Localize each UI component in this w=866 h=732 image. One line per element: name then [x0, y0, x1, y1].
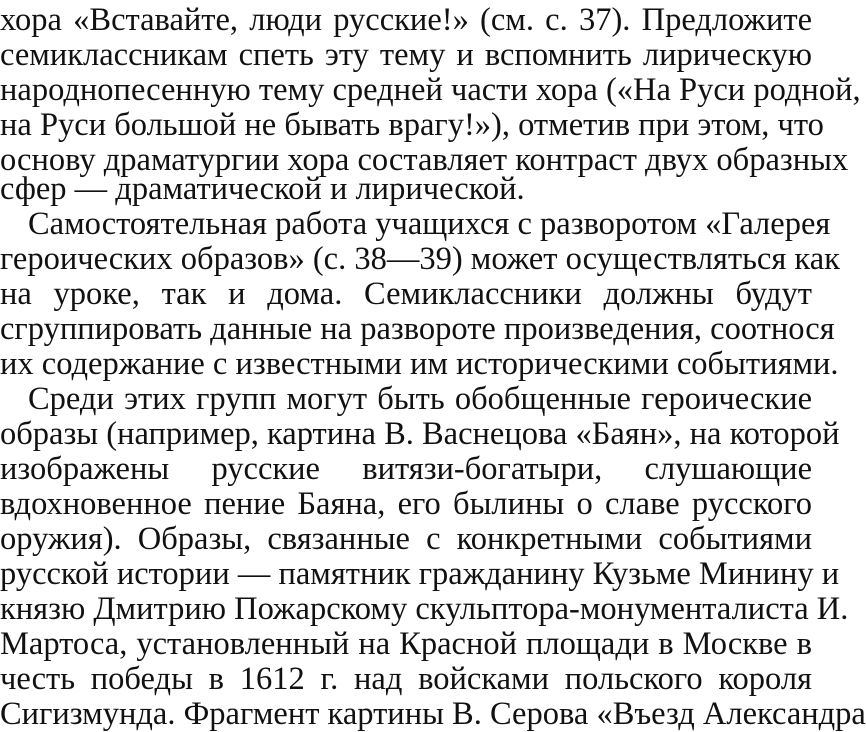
text-line: на Руси большой не бывать врагу!»), отметив при этом, что — [0, 107, 824, 143]
text-line: Самостоятельная работа учащихся с разворотом «Галерея — [28, 206, 831, 242]
text-line: образы (например, картина В. Васнецова «Баян», на которой — [0, 416, 840, 452]
text-line: русской истории — памятник гражданину Кузьме Минину и — [0, 556, 840, 592]
text-line: семиклассникам спеть эту тему и вспомнить лирическую — [0, 37, 812, 73]
text-line: вдохновенное пение Баяна, его былины о славе русского — [0, 486, 812, 522]
text-line: оружия). Образы, связанные с конкретными событиями — [0, 521, 812, 557]
text-line: Мартоса, установленный на Красной площади в Москве в — [0, 626, 812, 662]
text-line: героических образов» (с. 38—39) может осуществляться как — [0, 241, 840, 277]
text-line: князю Дмитрию Пожарскому скульптора-монументалиста И. — [0, 591, 849, 627]
text-line: их содержание с известными им историческими событиями. — [0, 346, 839, 382]
text-line: на уроке, так и дома. Семиклассники должны будут — [0, 276, 812, 312]
text-line: честь победы в 1612 г. над войсками польского короля — [0, 661, 812, 697]
text-line: народнопесенную тему средней части хора («На Руси родной, — [0, 72, 861, 108]
text-line: Среди этих групп могут быть обобщенные героические — [28, 381, 812, 417]
text-line: сфер — драматической и лирической. — [0, 171, 525, 207]
text-line: сгруппировать данные на развороте произведения, соотнося — [0, 311, 835, 347]
text-line: основу драматургии хора составляет контраст двух образных — [0, 142, 849, 178]
text-line: изображены русские витязи-богатыри, слушающие — [0, 451, 812, 487]
text-line: Сигизмунда. Фрагмент картины В. Серова «Въезд Александра — [0, 696, 866, 732]
text-line: хора «Вставайте, люди русские!» (см. с. 37). Предложите — [0, 2, 812, 38]
